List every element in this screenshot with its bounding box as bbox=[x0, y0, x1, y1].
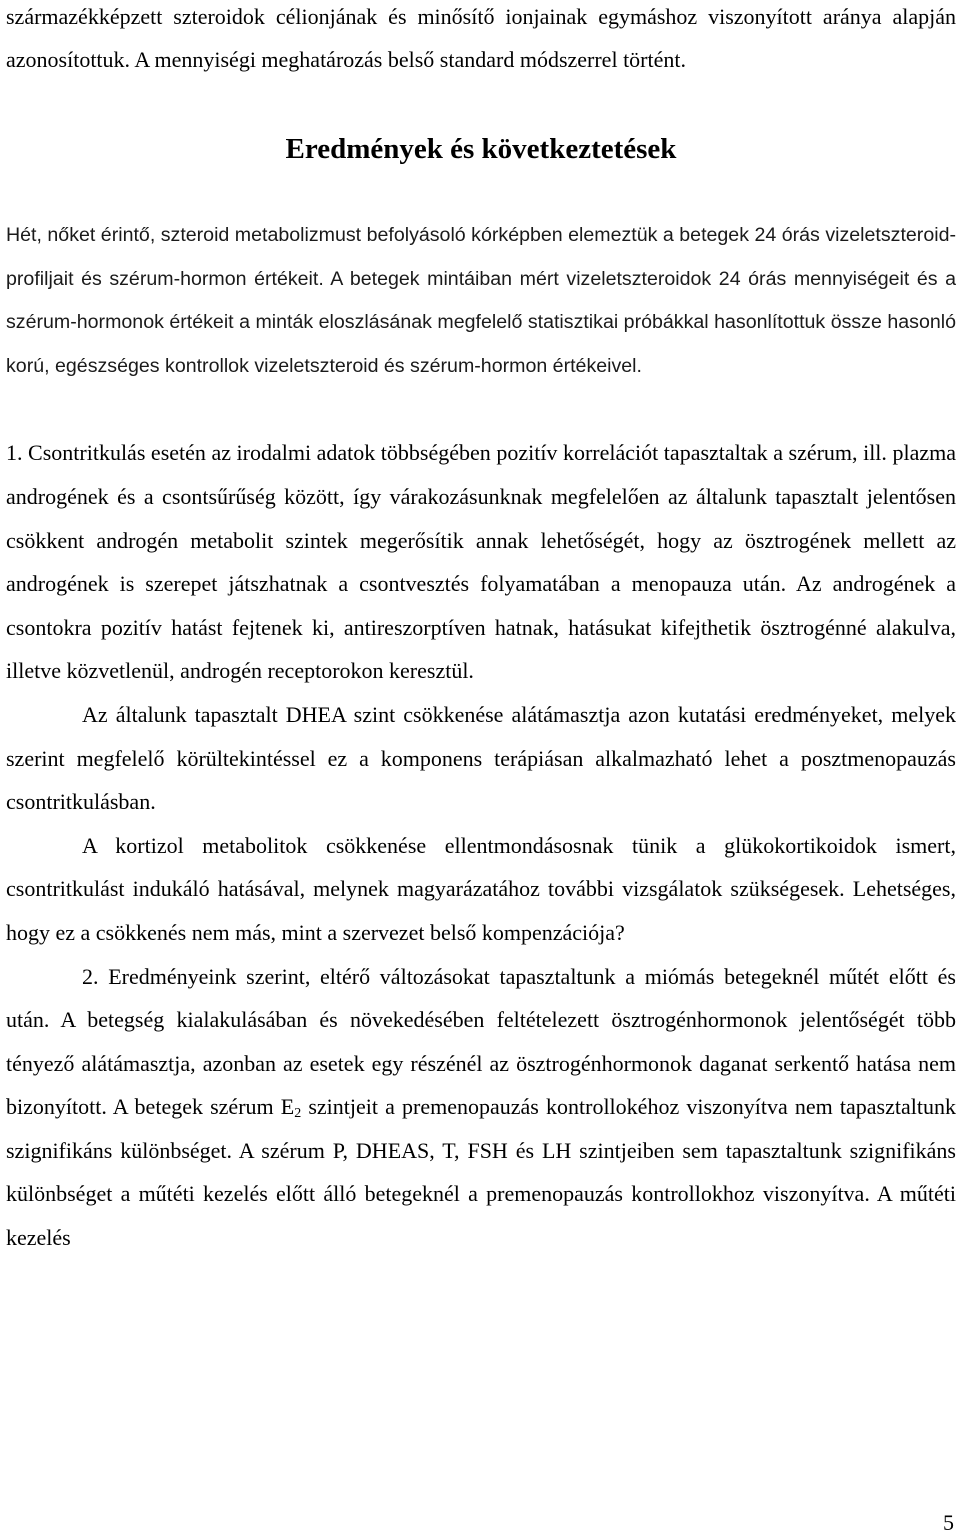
osteoporosis-paragraph: 1. Csontritkulás esetén az irodalmi adatok többségében pozitív korrelációt tapasztaltak a szérum, ill. plazma androgének és a csontsűrűség között, így várakozásunknak megfelelően az általunk tapasztalt jelentősen csökkent androgén metabolit szintek megerősítik annak lehetőségét, hogy az ösztrogének mellett az androgének is szerepet játszhatnak a csontvesztés folyamatában a menopauza után. Az androgének a csontokra pozitív hatást fejtenek ki, antireszorptíven hatnak, hatásukat kifejthetik ösztrogénné alakulva, illetve közvetlenül, androgén receptorokon keresztül. bbox=[6, 440, 956, 684]
dhea-paragraph: Az általunk tapasztalt DHEA szint csökkenése alátámasztja azon kutatási eredményeket, melyek szerint megfelelő körültekintéssel ez a komponens terápiásan alkalmazható lehet a posztmenopauzás csontritkulásban. bbox=[6, 701, 956, 815]
myoma-text-part-1: 2. Eredményeink szerint, eltérő változásokat tapasztaltunk a miómás betegeknél műtét előtt és után. A betegség kialakulásában és növekedésében feltételezett ösztrogénhormonok jelentőségét több tényező alátámasztja, azonban az esetek egy részénél az ösztrogénhormonok daganat serkentő hatása nem bizonyított. A betegek szérum E bbox=[6, 963, 956, 1120]
intro-continuation-paragraph: származékképzett szteroidok célionjának és minősítő ionjainak egymáshoz viszonyított aránya alapján azonosítottuk. A mennyiségi meghatározás belső standard módszerrel történt. bbox=[6, 4, 956, 72]
myoma-text-part-2: szintjeit a premenopauzás kontrollokéhoz viszonyítva nem tapasztaltunk szignifikáns különbséget. A szérum P, DHEAS, T, FSH és LH szintjeiben sem tapasztaltunk szignifikáns különbséget a műtéti kezelés előtt álló betegeknél a premenopauzás kontrollokhoz viszonyítva. A műtéti kezelés bbox=[6, 1094, 956, 1251]
results-intro-paragraph: Hét, nőket érintő, szteroid metabolizmust befolyásoló kórképben elemeztük a betegek 24 órás vizeletszteroid-profiljait és szérum-hormon értékeit. A betegek mintáiban mért vizeletszteroidok 24 órás mennyiségeit és a szérum-hormonok értékeit a minták eloszlásának megfelelő statisztikai próbákkal hasonlítottuk össze hasonló korú, egészséges kontrollok vizeletszteroid és szérum-hormon értékeivel. bbox=[6, 224, 956, 377]
myoma-paragraph bbox=[6, 955, 956, 1260]
section-heading: Eredmények és következtetések bbox=[285, 133, 677, 165]
page-number: 5 bbox=[943, 1510, 954, 1535]
estradiol-subscript: 2 bbox=[294, 1106, 302, 1122]
document-page bbox=[6, 0, 956, 1260]
cortisol-paragraph: A kortizol metabolitok csökkenése ellentmondásosnak tünik a glükokortikoidok ismert, csontritkulást indukáló hatásával, melynek magyarázatához további vizsgálatok szükségesek. Lehetséges, hogy ez a csökkenés nem más, mint a szervezet belső kompenzációja? bbox=[6, 832, 956, 945]
